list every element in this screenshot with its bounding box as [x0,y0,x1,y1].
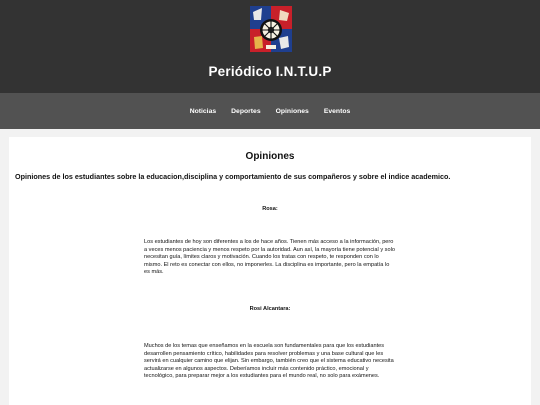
site-title: Periódico I.N.T.U.P [208,64,332,79]
page-title: Opiniones [245,151,295,162]
page-subtitle: Opiniones de los estudiantes sobre la educacion,disciplina y comportamiento de sus compañeros y sobre el indice academico. [15,172,451,181]
school-crest-logo [250,6,292,52]
opinion-author: Rosi Alcantara: [249,306,291,312]
main-nav [0,93,540,129]
nav-item-noticias[interactable]: Noticias [189,107,217,115]
site-header [0,0,540,93]
nav-item-opiniones[interactable]: Opiniones [275,107,309,115]
nav-item-deportes[interactable]: Deportes [231,107,261,115]
opinion-text: Los estudiantes de hoy son diferentes a los de hace años. Tienen más acceso a la información, pero a veces menos paciencia y menos respeto por la autoridad. Aun así, la mayoría tiene potencial y solo necesitan guía, límites claros y motivación. Cuando los tratas con respeto, te responden con lo mismo. El reto es conectar con ellos, no imponerles. La disciplina es importante, pero la empatía lo es más. [144,239,395,276]
opinion-author: Rosa: [262,206,278,212]
nav-item-eventos[interactable]: Eventos [323,107,351,115]
content-card [9,137,531,405]
opinion-text: Muchos de los temas que enseñamos en la escuela son fundamentales para que los estudiantes desarrollen pensamiento crítico, habilidades para resolver problemas y una base cultural que les servirá en cualquier camino que elijan. Sin embargo, también creo que el sistema educativo necesita actualizarse en algunos aspectos. Deberíamos incluir más contenido práctico, emocional y tecnológico, para preparar mejor a los estudiantes para el mundo real, no solo para exámenes. [144,343,394,380]
